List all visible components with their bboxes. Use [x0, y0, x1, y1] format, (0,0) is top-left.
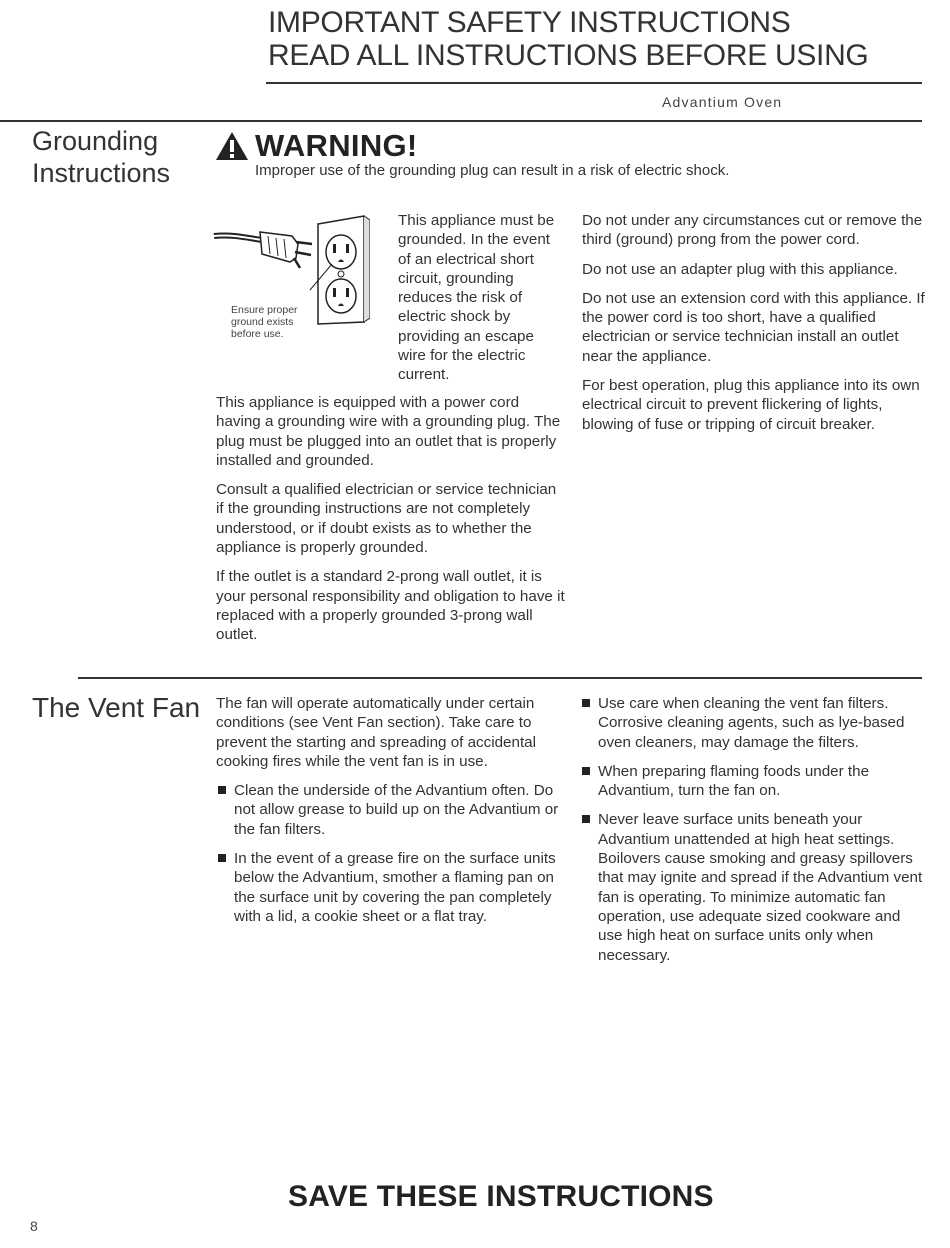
grounding-paragraph: Do not under any circumstances cut or remove the third (ground) prong from the power cord. — [582, 212, 923, 249]
grounding-right-column — [582, 211, 930, 444]
grounding-paragraph: If the outlet is a standard 2-prong wall outlet, it is your personal responsibility and obligation to have it replaced with a properly grounded 3-prong wall outlet. — [216, 568, 565, 644]
grounding-title-line-2: Instructions — [32, 158, 171, 188]
warning-triangle-icon — [215, 131, 249, 161]
list-item-text: In the event of a grease fire on the surface units below the Advantium, smother a flaming pan on the surface unit by covering the pan completely with a lid, a cookie sheet or a flat tray. — [234, 850, 556, 925]
section-divider-top — [0, 120, 922, 122]
list-item — [216, 849, 561, 926]
grounding-paragraph: Do not use an adapter plug with this appliance. — [582, 260, 898, 278]
grounding-title-line-1: Grounding — [32, 126, 159, 156]
vent-fan-left-column — [216, 694, 561, 936]
product-name: Advantium Oven — [662, 94, 783, 110]
document-header — [268, 6, 928, 72]
vent-fan-bullet-list — [580, 694, 925, 965]
warning-text: Improper use of the grounding plug can result in a risk of electric shock. — [255, 162, 730, 179]
list-item-text: Clean the underside of the Advantium often. Do not allow grease to build up on the Advantium or the fan filters. — [234, 782, 559, 838]
header-line-1: IMPORTANT SAFETY INSTRUCTIONS — [268, 6, 791, 39]
square-bullet-icon — [582, 699, 590, 707]
vent-fan-section-title: The Vent Fan — [32, 692, 201, 723]
list-item-text: Never leave surface units beneath your Advantium unattended at high heat settings. Boilovers cause smoking and greasy spillovers that may ignite and spread if the Advantium vent fan is operating. To minimize automatic fan operation, use adequate sized cookware and use high heat on surface units only when necessary. — [598, 811, 923, 964]
list-item-text: When preparing flaming foods under the Advantium, turn the fan on. — [598, 762, 870, 800]
square-bullet-icon — [582, 815, 590, 823]
header-line-2: READ ALL INSTRUCTIONS BEFORE USING — [268, 39, 869, 72]
figure-caption-line: before use. — [231, 328, 284, 340]
vent-fan-bullet-list — [216, 781, 561, 926]
square-bullet-icon — [582, 767, 590, 775]
grounding-paragraph: This appliance is equipped with a power cord having a grounding wire with a grounding plug. The plug must be plugged into an outlet that is properly installed and grounded. — [216, 394, 561, 469]
grounding-paragraph: For best operation, plug this appliance into its own electrical circuit to prevent flickering of lights, blowing of fuse or tripping of circuit breaker. — [582, 377, 920, 433]
grounding-paragraph: Do not use an extension cord with this appliance. If the power cord is too short, have a qualified electrician or service technician install an outlet near the appliance. — [582, 289, 925, 365]
figure-caption-line: ground exists — [231, 316, 294, 328]
section-divider-vent — [78, 677, 922, 679]
square-bullet-icon — [218, 786, 226, 794]
vent-fan-right-column — [580, 694, 925, 975]
figure-caption-line: Ensure proper — [231, 304, 298, 316]
grounding-intro-paragraph: This appliance must be grounded. In the event of an electrical short circuit, grounding reduces the risk of electric shock by providing an escape wire for the electric current. — [398, 212, 555, 384]
grounding-intro — [398, 211, 558, 395]
page-number: 8 — [30, 1218, 38, 1234]
grounding-left-column — [216, 393, 566, 655]
grounding-section-title — [32, 125, 170, 189]
list-item — [580, 762, 925, 801]
figure-caption — [231, 304, 321, 340]
grounding-paragraph: Consult a qualified electrician or service technician if the grounding instructions are not completely understood, or if doubt exists as to whether the appliance is properly grounded. — [216, 481, 557, 557]
list-item — [216, 781, 561, 839]
header-rule — [266, 82, 922, 84]
list-item — [580, 694, 925, 752]
vent-fan-intro: The fan will operate automatically under certain conditions (see Vent Fan section). Take care to prevent the starting and spreading of accidental cooking fires while the vent fan is in use. — [216, 695, 536, 770]
square-bullet-icon — [218, 854, 226, 862]
warning-banner — [215, 128, 418, 164]
warning-heading: WARNING! — [255, 128, 418, 163]
list-item-text: Use care when cleaning the vent fan filters. Corrosive cleaning agents, such as lye-based oven cleaners, may damage the filters. — [598, 695, 905, 751]
save-instructions-footer: SAVE THESE INSTRUCTIONS — [288, 1180, 714, 1213]
list-item — [580, 810, 925, 964]
